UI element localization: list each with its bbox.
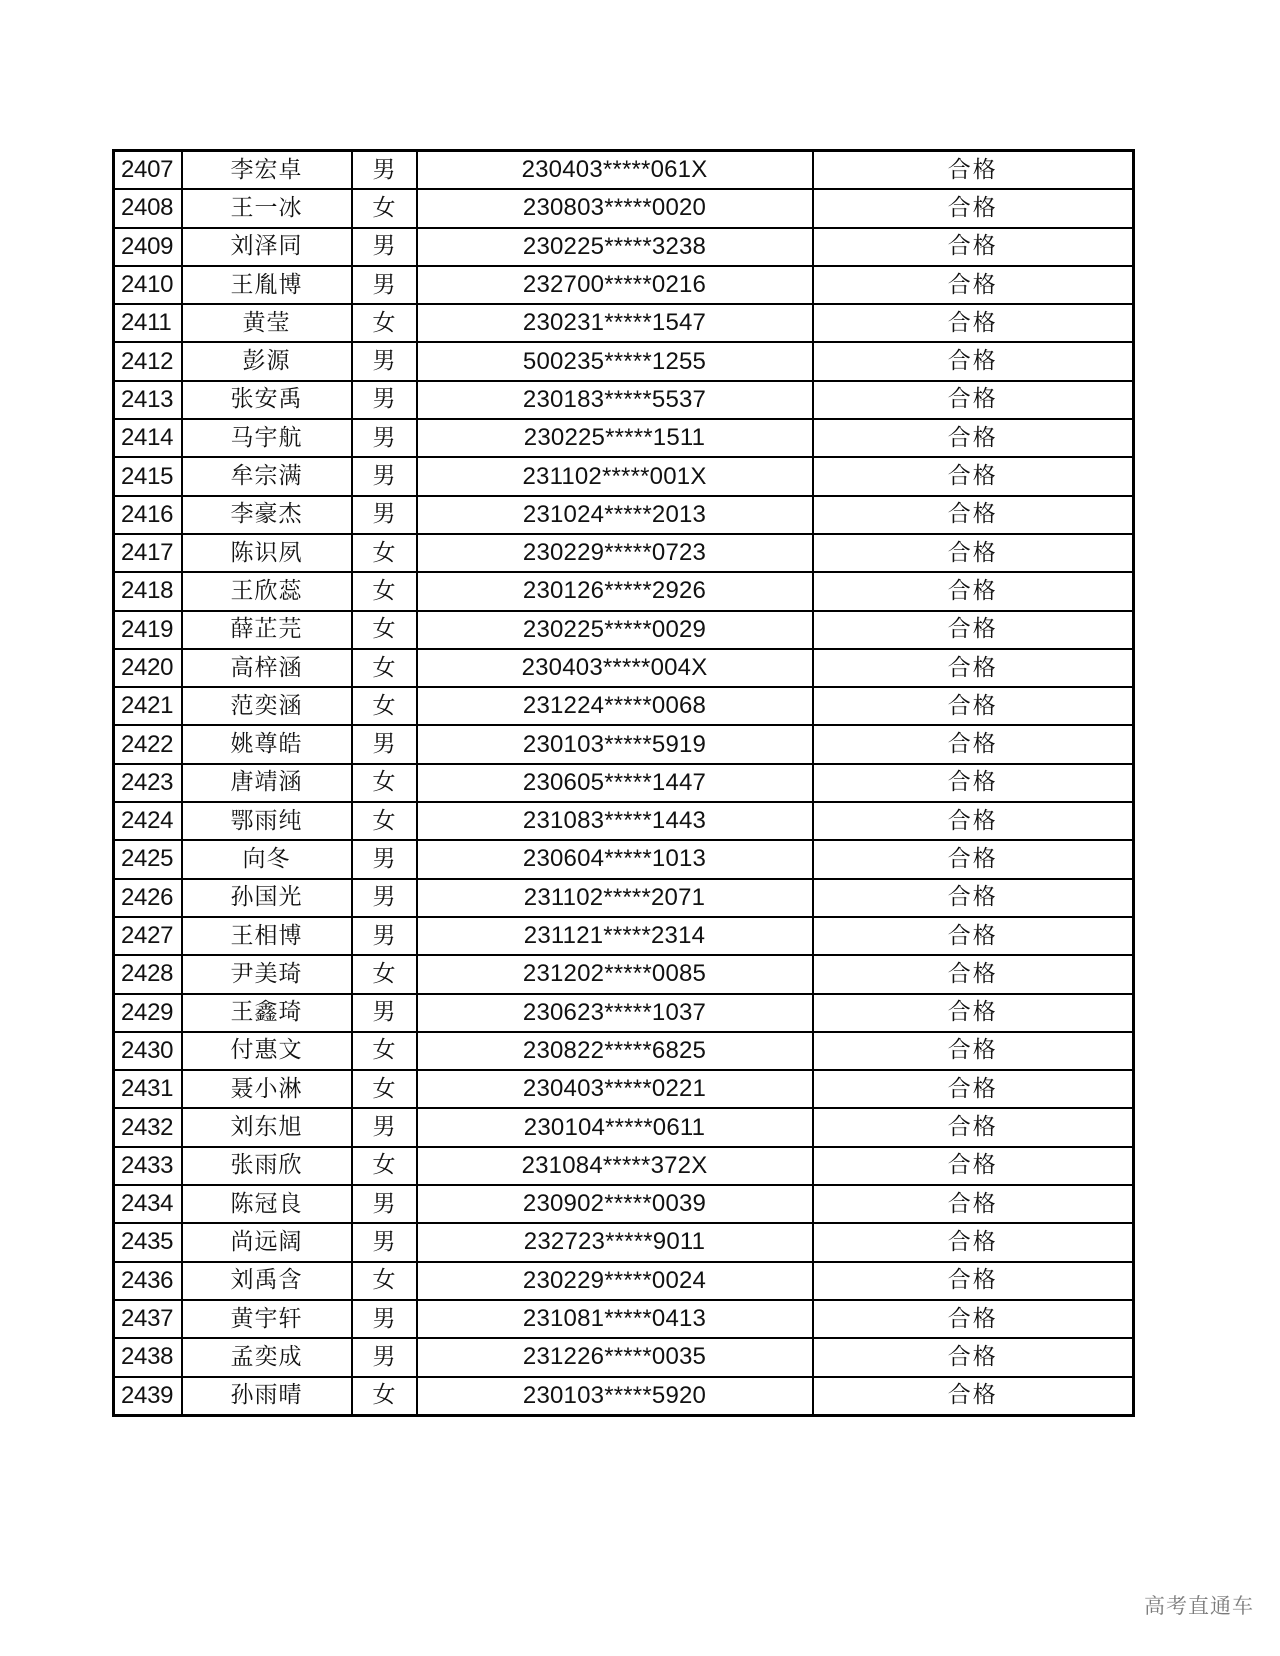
gender-cell: 女 — [352, 764, 417, 802]
serial-number-cell: 2434 — [114, 1185, 182, 1223]
serial-number-cell: 2414 — [114, 419, 182, 457]
serial-number-cell: 2433 — [114, 1147, 182, 1185]
name-cell: 黄宇轩 — [182, 1300, 352, 1338]
results-table — [112, 149, 1135, 1417]
serial-number-cell: 2419 — [114, 611, 182, 649]
watermark-text: 高考直通车 — [1144, 1594, 1254, 1618]
name-cell: 姚尊皓 — [182, 725, 352, 763]
id-number-cell: 230803*****0020 — [417, 189, 813, 227]
id-number-cell: 231084*****372X — [417, 1147, 813, 1185]
name-cell: 彭源 — [182, 342, 352, 380]
serial-number-cell: 2407 — [114, 151, 182, 190]
serial-number-cell: 2423 — [114, 764, 182, 802]
table-row — [114, 649, 1134, 687]
id-number-cell: 230623*****1037 — [417, 994, 813, 1032]
table-row — [114, 419, 1134, 457]
serial-number-cell: 2431 — [114, 1070, 182, 1108]
table-row — [114, 879, 1134, 917]
gender-cell: 女 — [352, 649, 417, 687]
name-cell: 牟宗满 — [182, 457, 352, 495]
name-cell: 鄂雨纯 — [182, 802, 352, 840]
name-cell: 王一冰 — [182, 189, 352, 227]
id-number-cell: 231081*****0413 — [417, 1300, 813, 1338]
table-row — [114, 572, 1134, 610]
result-cell: 合格 — [813, 1338, 1134, 1376]
result-cell: 合格 — [813, 419, 1134, 457]
result-cell: 合格 — [813, 840, 1134, 878]
result-cell: 合格 — [813, 342, 1134, 380]
table-row — [114, 1377, 1134, 1416]
table-row — [114, 917, 1134, 955]
name-cell: 李豪杰 — [182, 496, 352, 534]
gender-cell: 女 — [352, 687, 417, 725]
table-row — [114, 1070, 1134, 1108]
table-row — [114, 611, 1134, 649]
serial-number-cell: 2432 — [114, 1108, 182, 1146]
result-cell: 合格 — [813, 802, 1134, 840]
serial-number-cell: 2430 — [114, 1032, 182, 1070]
result-cell: 合格 — [813, 1185, 1134, 1223]
result-cell: 合格 — [813, 228, 1134, 266]
results-table-body — [114, 151, 1134, 1416]
result-cell: 合格 — [813, 1262, 1134, 1300]
name-cell: 孙国光 — [182, 879, 352, 917]
id-number-cell: 232723*****9011 — [417, 1223, 813, 1261]
result-cell: 合格 — [813, 496, 1134, 534]
gender-cell: 男 — [352, 725, 417, 763]
id-number-cell: 232700*****0216 — [417, 266, 813, 304]
result-cell: 合格 — [813, 381, 1134, 419]
serial-number-cell: 2422 — [114, 725, 182, 763]
gender-cell: 男 — [352, 228, 417, 266]
table-row — [114, 1338, 1134, 1376]
gender-cell: 女 — [352, 534, 417, 572]
table-row — [114, 496, 1134, 534]
serial-number-cell: 2424 — [114, 802, 182, 840]
name-cell: 王鑫琦 — [182, 994, 352, 1032]
serial-number-cell: 2439 — [114, 1377, 182, 1416]
result-cell: 合格 — [813, 687, 1134, 725]
result-cell: 合格 — [813, 879, 1134, 917]
id-number-cell: 231224*****0068 — [417, 687, 813, 725]
result-cell: 合格 — [813, 1070, 1134, 1108]
id-number-cell: 231202*****0085 — [417, 955, 813, 993]
gender-cell: 女 — [352, 572, 417, 610]
name-cell: 刘泽同 — [182, 228, 352, 266]
name-cell: 王欣蕊 — [182, 572, 352, 610]
id-number-cell: 230225*****0029 — [417, 611, 813, 649]
id-number-cell: 230605*****1447 — [417, 764, 813, 802]
serial-number-cell: 2429 — [114, 994, 182, 1032]
serial-number-cell: 2410 — [114, 266, 182, 304]
result-cell: 合格 — [813, 1108, 1134, 1146]
name-cell: 刘东旭 — [182, 1108, 352, 1146]
id-number-cell: 500235*****1255 — [417, 342, 813, 380]
table-row — [114, 725, 1134, 763]
id-number-cell: 230104*****0611 — [417, 1108, 813, 1146]
result-cell: 合格 — [813, 189, 1134, 227]
serial-number-cell: 2428 — [114, 955, 182, 993]
name-cell: 聂小淋 — [182, 1070, 352, 1108]
serial-number-cell: 2411 — [114, 304, 182, 342]
name-cell: 向冬 — [182, 840, 352, 878]
table-row — [114, 764, 1134, 802]
id-number-cell: 230229*****0024 — [417, 1262, 813, 1300]
result-cell: 合格 — [813, 917, 1134, 955]
id-number-cell: 231083*****1443 — [417, 802, 813, 840]
gender-cell: 男 — [352, 457, 417, 495]
result-cell: 合格 — [813, 649, 1134, 687]
name-cell: 高梓涵 — [182, 649, 352, 687]
gender-cell: 女 — [352, 1147, 417, 1185]
name-cell: 李宏卓 — [182, 151, 352, 190]
result-cell: 合格 — [813, 611, 1134, 649]
table-row — [114, 342, 1134, 380]
gender-cell: 女 — [352, 955, 417, 993]
table-row — [114, 802, 1134, 840]
serial-number-cell: 2417 — [114, 534, 182, 572]
serial-number-cell: 2427 — [114, 917, 182, 955]
name-cell: 尹美琦 — [182, 955, 352, 993]
name-cell: 唐靖涵 — [182, 764, 352, 802]
name-cell: 付惠文 — [182, 1032, 352, 1070]
id-number-cell: 231102*****001X — [417, 457, 813, 495]
table-row — [114, 994, 1134, 1032]
table-row — [114, 1108, 1134, 1146]
name-cell: 孟奕成 — [182, 1338, 352, 1376]
table-row — [114, 266, 1134, 304]
serial-number-cell: 2409 — [114, 228, 182, 266]
serial-number-cell: 2413 — [114, 381, 182, 419]
table-row — [114, 1300, 1134, 1338]
gender-cell: 男 — [352, 1223, 417, 1261]
id-number-cell: 231226*****0035 — [417, 1338, 813, 1376]
serial-number-cell: 2420 — [114, 649, 182, 687]
result-cell: 合格 — [813, 1300, 1134, 1338]
table-row — [114, 1185, 1134, 1223]
gender-cell: 男 — [352, 1338, 417, 1376]
gender-cell: 女 — [352, 611, 417, 649]
result-cell: 合格 — [813, 764, 1134, 802]
id-number-cell: 230403*****0221 — [417, 1070, 813, 1108]
serial-number-cell: 2437 — [114, 1300, 182, 1338]
name-cell: 薛芷芫 — [182, 611, 352, 649]
id-number-cell: 230103*****5920 — [417, 1377, 813, 1416]
serial-number-cell: 2436 — [114, 1262, 182, 1300]
gender-cell: 男 — [352, 879, 417, 917]
id-number-cell: 230902*****0039 — [417, 1185, 813, 1223]
result-cell: 合格 — [813, 1223, 1134, 1261]
gender-cell: 男 — [352, 994, 417, 1032]
table-row — [114, 228, 1134, 266]
serial-number-cell: 2418 — [114, 572, 182, 610]
result-cell: 合格 — [813, 534, 1134, 572]
result-cell: 合格 — [813, 955, 1134, 993]
name-cell: 刘禹含 — [182, 1262, 352, 1300]
id-number-cell: 231024*****2013 — [417, 496, 813, 534]
gender-cell: 男 — [352, 1300, 417, 1338]
gender-cell: 男 — [352, 917, 417, 955]
result-cell: 合格 — [813, 304, 1134, 342]
serial-number-cell: 2425 — [114, 840, 182, 878]
name-cell: 陈冠良 — [182, 1185, 352, 1223]
serial-number-cell: 2426 — [114, 879, 182, 917]
gender-cell: 女 — [352, 1032, 417, 1070]
id-number-cell: 230225*****3238 — [417, 228, 813, 266]
name-cell: 尚远阔 — [182, 1223, 352, 1261]
gender-cell: 男 — [352, 266, 417, 304]
name-cell: 张雨欣 — [182, 1147, 352, 1185]
table-row — [114, 687, 1134, 725]
gender-cell: 女 — [352, 1377, 417, 1416]
result-cell: 合格 — [813, 266, 1134, 304]
table-row — [114, 840, 1134, 878]
id-number-cell: 231102*****2071 — [417, 879, 813, 917]
result-cell: 合格 — [813, 1147, 1134, 1185]
table-row — [114, 534, 1134, 572]
gender-cell: 男 — [352, 840, 417, 878]
gender-cell: 男 — [352, 342, 417, 380]
name-cell: 王相博 — [182, 917, 352, 955]
result-cell: 合格 — [813, 1377, 1134, 1416]
name-cell: 陈识夙 — [182, 534, 352, 572]
result-cell: 合格 — [813, 725, 1134, 763]
id-number-cell: 231121*****2314 — [417, 917, 813, 955]
name-cell: 张安禹 — [182, 381, 352, 419]
gender-cell: 男 — [352, 151, 417, 190]
table-row — [114, 189, 1134, 227]
serial-number-cell: 2421 — [114, 687, 182, 725]
serial-number-cell: 2408 — [114, 189, 182, 227]
table-row — [114, 1032, 1134, 1070]
serial-number-cell: 2438 — [114, 1338, 182, 1376]
serial-number-cell: 2415 — [114, 457, 182, 495]
id-number-cell: 230103*****5919 — [417, 725, 813, 763]
gender-cell: 女 — [352, 189, 417, 227]
table-row — [114, 1147, 1134, 1185]
table-row — [114, 457, 1134, 495]
result-cell: 合格 — [813, 151, 1134, 190]
name-cell: 孙雨晴 — [182, 1377, 352, 1416]
id-number-cell: 230183*****5537 — [417, 381, 813, 419]
name-cell: 马宇航 — [182, 419, 352, 457]
gender-cell: 女 — [352, 1262, 417, 1300]
gender-cell: 女 — [352, 802, 417, 840]
serial-number-cell: 2435 — [114, 1223, 182, 1261]
result-cell: 合格 — [813, 994, 1134, 1032]
id-number-cell: 230229*****0723 — [417, 534, 813, 572]
gender-cell: 男 — [352, 496, 417, 534]
result-cell: 合格 — [813, 1032, 1134, 1070]
table-row — [114, 955, 1134, 993]
table-row — [114, 1262, 1134, 1300]
gender-cell: 女 — [352, 304, 417, 342]
table-row — [114, 1223, 1134, 1261]
table-row — [114, 151, 1134, 190]
id-number-cell: 230403*****004X — [417, 649, 813, 687]
serial-number-cell: 2416 — [114, 496, 182, 534]
result-cell: 合格 — [813, 457, 1134, 495]
table-row — [114, 381, 1134, 419]
name-cell: 王胤博 — [182, 266, 352, 304]
result-cell: 合格 — [813, 572, 1134, 610]
id-number-cell: 230822*****6825 — [417, 1032, 813, 1070]
gender-cell: 男 — [352, 381, 417, 419]
id-number-cell: 230126*****2926 — [417, 572, 813, 610]
id-number-cell: 230403*****061X — [417, 151, 813, 190]
id-number-cell: 230225*****1511 — [417, 419, 813, 457]
serial-number-cell: 2412 — [114, 342, 182, 380]
id-number-cell: 230604*****1013 — [417, 840, 813, 878]
gender-cell: 男 — [352, 419, 417, 457]
table-row — [114, 304, 1134, 342]
name-cell: 范奕涵 — [182, 687, 352, 725]
gender-cell: 男 — [352, 1108, 417, 1146]
gender-cell: 男 — [352, 1185, 417, 1223]
id-number-cell: 230231*****1547 — [417, 304, 813, 342]
gender-cell: 女 — [352, 1070, 417, 1108]
name-cell: 黄莹 — [182, 304, 352, 342]
